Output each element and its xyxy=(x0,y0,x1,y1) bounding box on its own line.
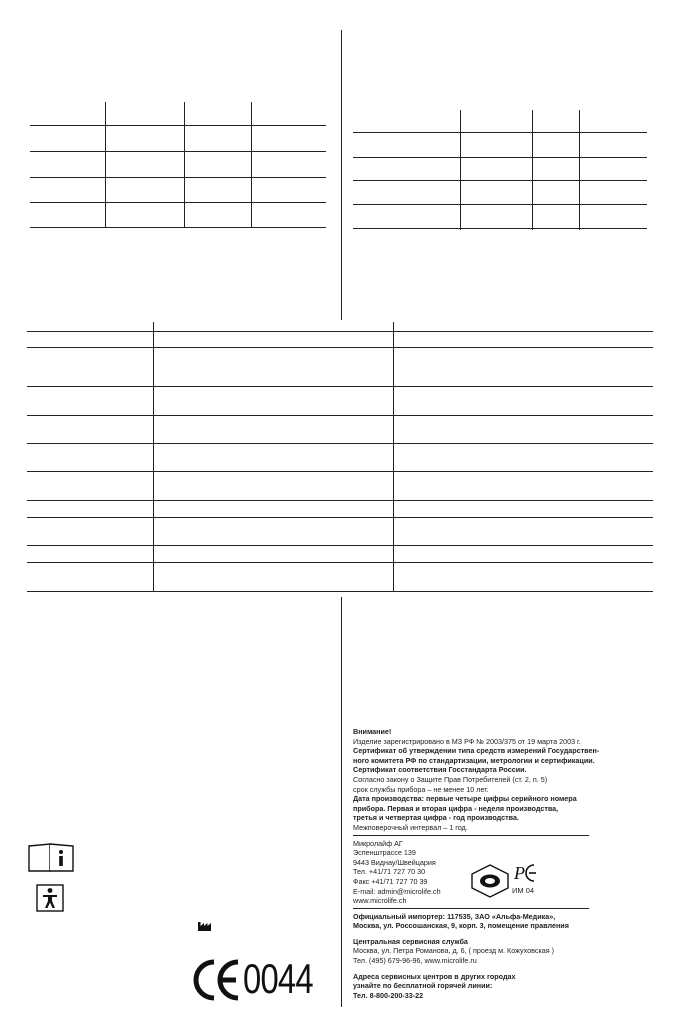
gost-certification-icon xyxy=(471,864,509,898)
manufacturer-phone: Тел. +41/71 727 70 30 xyxy=(353,867,426,877)
manufacturer-city: 9443 Виднау/Швейцария xyxy=(353,857,436,867)
manufacturer-fax: Факс +41/71 727 70 39 xyxy=(353,876,428,886)
certification-code: ИМ 04 xyxy=(512,886,535,895)
service-phone: Тел. (495) 679-96-96, www.microlife.ru xyxy=(353,956,477,966)
notified-body-number: 0044 xyxy=(243,955,313,1002)
divider xyxy=(353,835,589,836)
registration-text: Изделие зарегистрировано в МЗ РФ № 2003/375 от 19 марта 2003 г. xyxy=(353,736,581,746)
law-line-2: срок службы прибора – не менее 10 лет. xyxy=(353,784,489,794)
importer-line-1: Официальный импортер: 117535, ЗАО «Альфа-Медика», xyxy=(353,911,556,921)
manufacturer-web: www.microlife.ch xyxy=(353,896,407,906)
production-line-1: Дата производства: первые четыре цифры серийного номера xyxy=(353,794,577,804)
divider xyxy=(353,908,589,909)
centers-line-2: узнайте по бесплатной горячей линии: xyxy=(353,981,493,991)
service-heading: Центральная сервисная служба xyxy=(353,936,468,946)
production-line-3: третья и четвертая цифра - год производства. xyxy=(353,813,519,823)
svg-text:Р: Р xyxy=(514,863,525,883)
notice-heading: Внимание! xyxy=(353,727,392,736)
verification-interval: Межповерочный интервал – 1 год. xyxy=(353,822,468,832)
manufacturer-name: Микролайф АГ xyxy=(353,838,403,848)
cert-type-line-2: ного комитета РФ по стандартизации, метрологии и сертификации. xyxy=(353,755,595,765)
type-bf-applied-part-icon xyxy=(36,884,64,912)
ce-mark-icon xyxy=(193,958,241,1002)
column-divider-bottom xyxy=(341,597,342,1007)
centers-line-3: Тел. 8-800-200-33-22 xyxy=(353,990,424,1000)
centers-line-1: Адреса сервисных центров в других городах xyxy=(353,971,516,981)
service-address: Москва, ул. Петра Романова, д. 6, ( проезд м. Кожуховская ) xyxy=(353,946,555,956)
manufacturer-icon xyxy=(197,920,213,932)
pct-certification-icon xyxy=(512,861,540,885)
column-divider-top xyxy=(341,30,342,320)
manufacturer-street: Эспенштрассе 139 xyxy=(353,848,416,858)
read-instructions-icon xyxy=(28,843,74,873)
law-line-1: Согласно закону о Защите Прав Потребителей (ст. 2, п. 5) xyxy=(353,774,548,784)
importer-line-2: Москва, ул. Россошанская, 9, корп. 3, помещение правления xyxy=(353,921,569,931)
cert-gost: Сертификат соответствия Госстандарта России. xyxy=(353,765,527,775)
cert-type-line-1: Сертификат об утверждении типа средств измерений Государствен- xyxy=(353,746,600,756)
production-line-2: прибора. Первая и вторая цифра - неделя производства, xyxy=(353,803,559,813)
manufacturer-email: E-mail: admin@microlife.ch xyxy=(353,886,441,896)
